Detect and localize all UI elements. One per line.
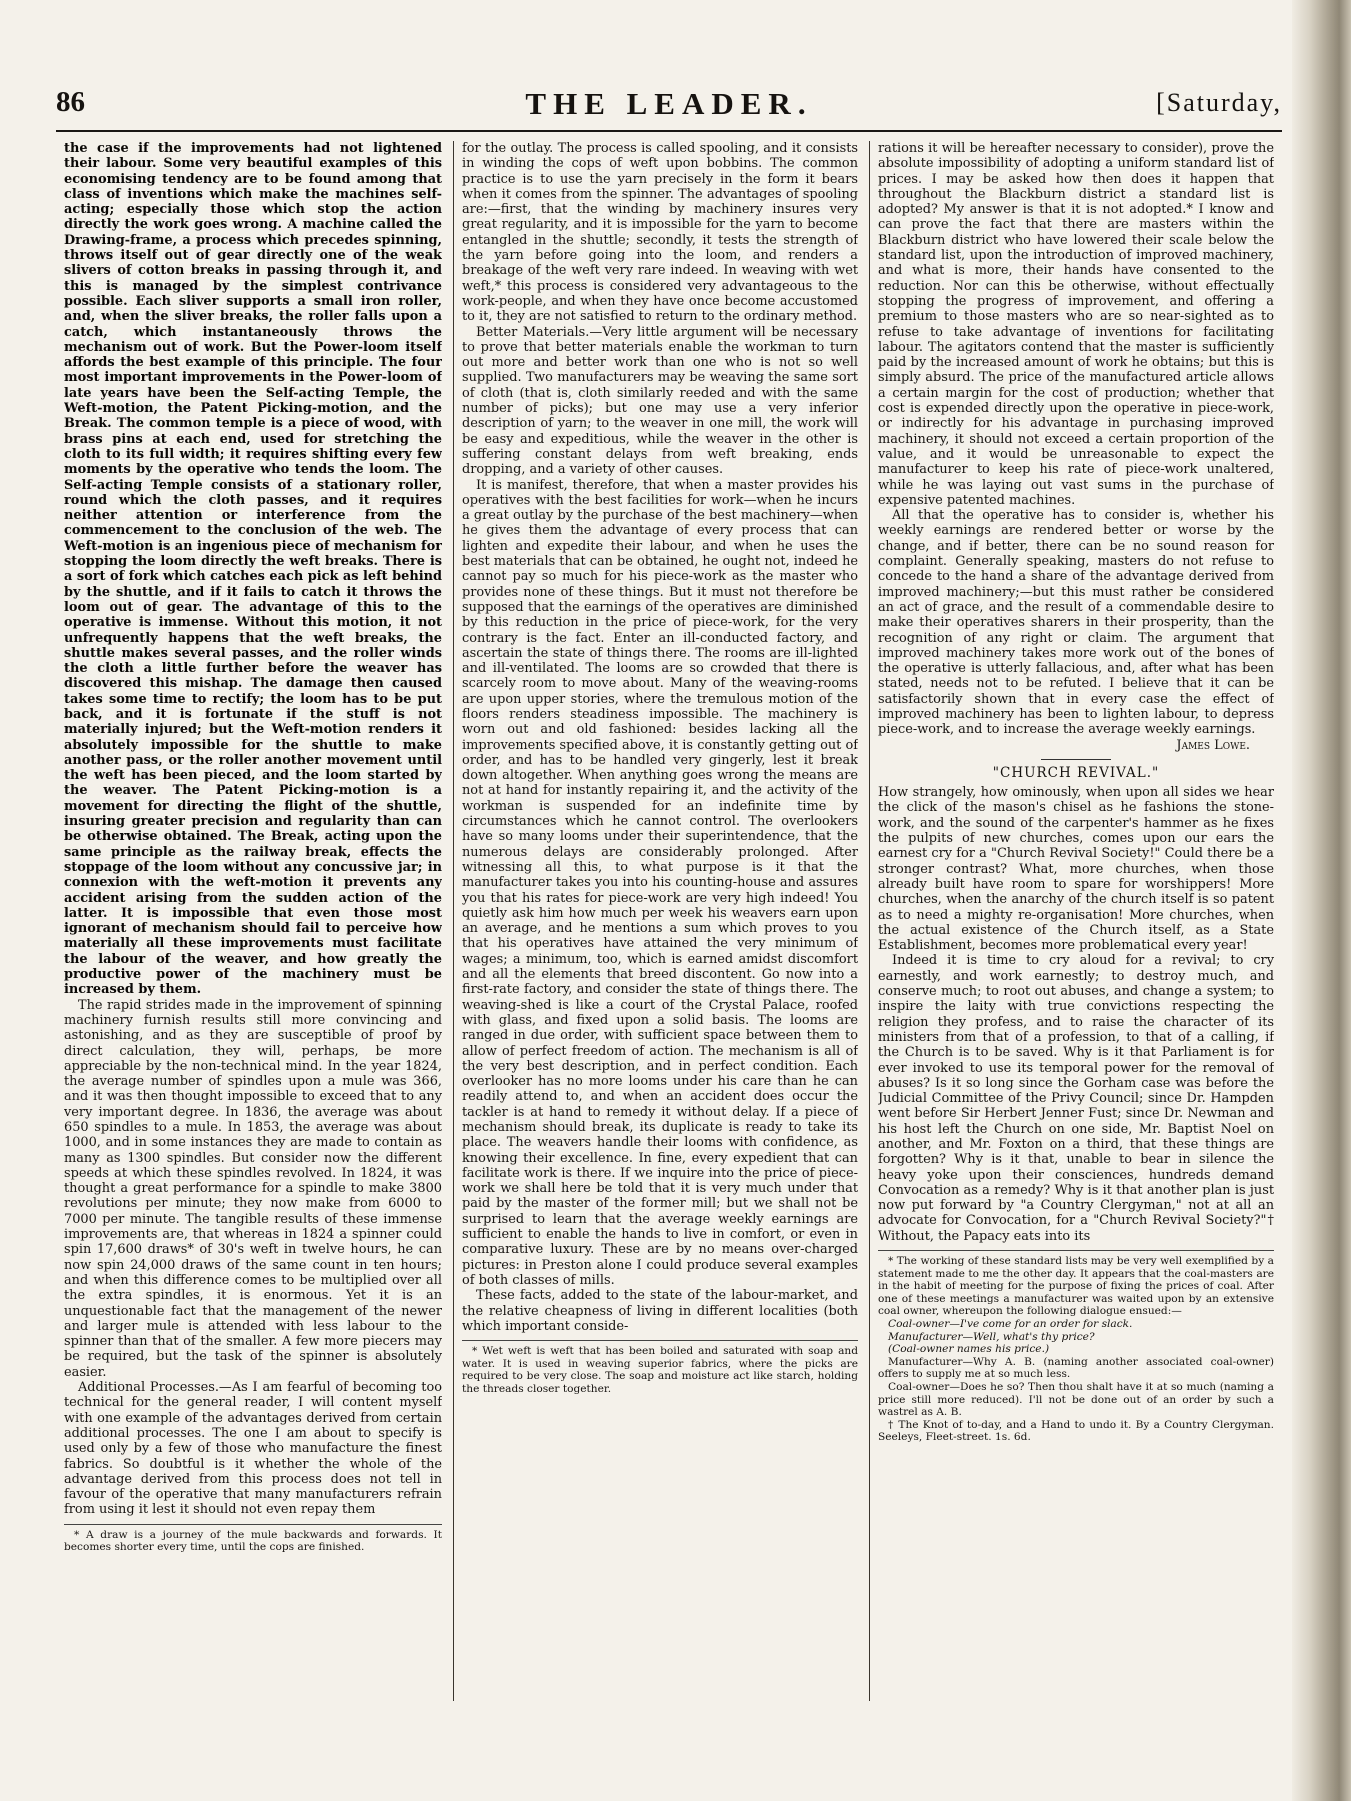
article-paragraph: Indeed it is time to cry aloud for a revival; to cry earnestly, and work earnestly; to destroy much, and conserve much; to root out abuses, and change a system; to inspire the laity with true convictions respecting the religion they profess, and to raise the character of its ministers from that of a profession, to that of a calling, if the Church is to be saved. Why is it that Parliament is for ever invoked to use its temporal power for the removal of abuses? Is it so long since the Gorham case was before the Judicial Committee of the Privy Council; since Dr. Hampden went before Sir Herbert Jenner Fust; since Dr. Newman and his host left the Church on one side, Mr. Baptist Noel on another, and Mr. Foxton on a third, that these things are forgotten? Why is it that, unable to bear in silence the heavy yoke upon their consciences, hundreds demand Convocation as a remedy? Why is it that another plan is just now put forward by "a Country Clergyman," not at all an advocate for Convocation, for a "Church Revival Society?"† Without, the Papacy eats into its	[878, 953, 1274, 1244]
article-paragraph: These facts, added to the state of the labour-market, and the relative cheapness of living in different localities (both which important conside-	[462, 1288, 858, 1334]
section-separator	[1041, 759, 1111, 760]
article-paragraph: How strangely, how ominously, when upon all sides we hear the click of the mason's chisel as he fashions the stone-work, and the sound of the carpenter's hammer as he fixes the pulpits of new churches, comes upon our ears the earnest cry for a "Church Revival Society!" Could there be a stronger contrast? What, more churches, when those already built have room to spare for worshippers! More churches, when the anarchy of the church itself is so patent as to need a mighty re-organisation! More churches, when the actual existence of the Church itself, as a State Establishment, becomes more problematical every year!	[878, 785, 1274, 954]
article-paragraph: All that the operative has to consider is, whether his weekly earnings are rendered better or worse by the change, and if better, there can be no sound reason for complaint. Generally speaking, masters do not refuse to concede to the hand a share of the advantage derived from improved machinery;—but this must rather be considered an act of grace, and the result of a commendable desire to make their operatives sharers in their prosperity, than the recognition of any right or claim. The argument that improved machinery takes more work out of the bones of the operative is utterly fallacious, and, after what has been stated, needs not to be refuted. I believe that it can be satisfactorily shown that in every case the effect of improved machinery has been to lighten labour, to depress piece-work, and to increase the average weekly earnings.	[878, 508, 1274, 738]
footnote-dialogue: (Coal-owner names his price.)	[888, 1343, 1050, 1356]
footnotes	[878, 1250, 1274, 1444]
column-2	[462, 141, 858, 1711]
author-signature: James Lowe.	[1176, 737, 1250, 753]
article-paragraph: Additional Processes.—As I am fearful of becoming too technical for the general reader, I will content myself with one example of the advantages derived from certain additional processes. The one I am about to specify is used only by a few of those who manufacture the finest fabrics. So doubtful is it whether the whole of the advantage derived from this process does not tell in favour of the operative that many manufacturers refrain from using it lest it should not even repay them	[64, 1380, 442, 1518]
column-3	[878, 141, 1274, 1711]
footnote-dialogue: Manufacturer—Well, what's thy price?	[888, 1330, 1095, 1343]
article-paragraph: for the outlay. The process is called spooling, and it consists in winding the cops of weft upon bobbins. The common practice is to use the yarn precisely in the form it bears when it comes from the spinner. The advantages of spooling are:—first, that the winding by machinery insures very great regularity, and it is impossible for the yarn to become entangled in the shuttle; secondly, it tests the strength of the yarn before going into the loom, and renders a breakage of the weft very rare indeed. In weaving with wet weft,* this process is considered very advantageous to the work-people, and when they have once become accustomed to it, they are not satisfied to return to the ordinary method.	[462, 141, 858, 325]
article-paragraph: Better Materials.—Very little argument will be necessary to prove that better materials enable the workman to turn out more and better work than one who is not so well supplied. Two manufacturers may be weaving the same sort of cloth (that is, cloth similarly reeded and with the same number of picks); but one may use a very inferior description of yarn; to the weaver in one mill, the work will be easy and expeditious, while the weaver in the other is suffering constant delays from weft breaking, ends dropping, and a variety of other causes.	[462, 324, 858, 478]
page-number: 86	[56, 86, 85, 118]
masthead-title: THE LEADER.	[525, 86, 813, 121]
footnote-dialogue: Coal-owner—I've come for an order for slack.	[888, 1318, 1133, 1331]
book-binding-edge	[1292, 0, 1351, 1801]
footnote-text: † The Knot of to-day, and a Hand to undo it. By a Country Clergyman. Seeleys, Fleet-street. 1s. 6d.	[878, 1418, 1274, 1444]
footnote-text: * A draw is a journey of the mule backwards and forwards. It becomes shorter every time, until the cops are finished.	[64, 1528, 442, 1554]
article-paragraph: The rapid strides made in the improvement of spinning machinery furnish results still more convincing and astonishing, and as they are susceptible of proof by direct calculation, they will, perhaps, be more appreciable by the non-technical mind. In the year 1824, the average number of spindles upon a mule was 366, and it was then thought impossible to exceed that to any very important degree. In 1836, the average was about 650 spindles to a mule. In 1853, the average was about 1000, and in some instances they are made to contain as many as 1300 spindles. But consider now the different speeds at which these spindles revolved. In 1824, it was thought a great performance for a spindle to make 3800 revolutions per minute; they now make from 6000 to 7000 per minute. The tangible results of these immense improvements are, that whereas in 1824 a spinner could spin 17,600 draws* of 30's weft in twelve hours, he can now spin 24,000 draws of the same count in ten hours; and when this difference comes to be multiplied over all the extra spindles, it is enormous. Yet it is an unquestionable fact that the management of the newer and larger mule is attended with less labour to the spinner than that of the smaller. A few more piecers may be required, but the task of the spinner is absolutely easier.	[64, 997, 442, 1380]
article-paragraph: It is manifest, therefore, that when a master provides his operatives with the best facilities for work—when he incurs a great outlay by the purchase of the best machinery—when he gives them the advantage of every process that can lighten and expedite their labour, and when he uses the best materials that can be obtained, he ought not, indeed he cannot pay so much for his piece-work as the master who provides none of these things. But it must not therefore be supposed that the earnings of the operatives are diminished by this reduction in the price of piece-work, for the very contrary is the fact. Enter an ill-conducted factory, and ascertain the state of things there. The rooms are ill-lighted and ill-ventilated. The looms are so crowded that there is scarcely room to move about. Many of the weaving-rooms are upon upper stories, where the tremulous motion of the floors renders steadiness impossible. The machinery is worn out and old fashioned: besides lacking all the improvements specified above, it is constantly getting out of order, and has to be handled very gingerly, lest it break down altogether. When anything goes wrong the means are not at hand for instantly repairing it, and the activity of the workman is suspended for an indefinite time by circumstances which he cannot control. The overlookers have so many looms under their superintendence, that the numerous delays are considerably prolonged. After witnessing all this, to what purpose is it that the manufacturer takes you into his counting-house and assures you that his rates for piece-work are very high indeed! You quietly ask him how much per week his weavers earn upon an average, and he mentions a sum which proves to you that his operatives have attained the very minimum of wages; a minimum, too, which is earned amidst discomfort and all the elements that breed discontent. Go now into a first-rate factory, and consider the state of things there. The weaving-shed is like a court of the Crystal Palace, roofed with glass, and fixed upon a solid basis. The looms are ranged in due order, with sufficient space between them to allow of perfect freedom of action. The mechanism is all of the very best description, and in perfect condition. Each overlooker has no more looms under his care than he can readily attend to, and when an accident does occur the tackler is at hand to remedy it without delay. If a piece of mechanism should break, its duplicate is ready to take its place. The weavers handle their looms with confidence, as knowing their excellence. In fine, every expedient that can facilitate work is there. If we inquire into the price of piece-work we shall here be told that it is very much under that paid by the master of the former mill; but we shall not be surprised to learn that the average weekly earnings are sufficient to enable the hands to live in comfort, or even in comparative luxury. These are by no means over-charged pictures: in Preston alone I could produce several examples of both classes of mills.	[462, 477, 858, 1288]
page-header	[56, 86, 1282, 128]
footnote	[64, 1524, 442, 1554]
article-heading: "CHURCH REVIVAL."	[992, 764, 1160, 781]
column-1	[64, 141, 442, 1711]
footnote	[462, 1340, 858, 1395]
footnote-dialogue: Coal-owner—Does he so? Then thou shalt have it at so much (naming a price still more reduced). I'll not be done out of an order by such a wastrel as A. B.	[878, 1381, 1274, 1419]
footnote-text: * The working of these standard lists may be very well exemplified by a statement made to me the other day. It appears that the coal-masters are in the habit of meeting for the purpose of fixing the prices of coal. After one of these meetings a manufacturer was waited upon by an extensive coal owner, whereupon the following dialogue ensued:—	[878, 1255, 1274, 1318]
issue-day: [Saturday,	[1156, 88, 1282, 117]
article-paragraph: the case if the improvements had not lightened their labour. Some very beautiful examples of this economising tendency are to be found among that class of inventions which make the machines self-acting; especially those which stop the action directly the work goes wrong. A machine called the Drawing-frame, a process which precedes spinning, throws itself out of gear directly one of the weak slivers of cotton breaks in passing through it, and this is managed by the simplest contrivance possible. Each sliver supports a small iron roller, and, when the sliver breaks, the roller falls upon a catch, which instantaneously throws the mechanism out of work. But the Power-loom itself affords the best example of this principle. The four most important improvements in the Power-loom of late years have been the Self-acting Temple, the Weft-motion, the Patent Picking-motion, and the Break. The common temple is a piece of wood, with brass pins at each end, used for stretching the cloth to its full width; it requires shifting every few moments by the operative who tends the loom. The Self-acting Temple consists of a stationary roller, round which the cloth passes, and it requires neither attention or interference from the commencement to the conclusion of the web. The Weft-motion is an ingenious piece of mechanism for stopping the loom directly the weft breaks. There is a sort of fork which catches each pick as left behind by the shuttle, and if it fails to catch it throws the loom out of gear. The advantage of this to the operative is immense. Without this motion, it not unfrequently happens that the weft breaks, the shuttle makes several passes, and the roller winds the cloth a little further before the weaver has discovered this mishap. The damage then caused takes some time to rectify; the loom has to be put back, and it is fortunate if the stuff is not materially injured; but the Weft-motion renders it absolutely impossible for the shuttle to make another pass, or the roller another movement until the weft has been pieced, and the loom started by the weaver. The Patent Picking-motion is a movement for directing the flight of the shuttle, insuring greater precision and regularity than can be otherwise obtained. The Break, acting upon the same principle as the railway break, effects the stoppage of the loom without any concussive jar; in connexion with the weft-motion it prevents any accident arising from the sudden action of the latter. It is impossible that even those most ignorant of mechanism should fail to perceive how materially all these improvements must facilitate the labour of the weaver, and how greatly the productive power of the machinery must be increased by them.	[64, 141, 442, 998]
footnote-text: * Wet weft is weft that has been boiled and saturated with soap and water. It is used in weaving superior fabrics, where the picks are required to be very close. The soap and moisture act like starch, holding the threads closer together.	[462, 1345, 858, 1395]
header-rule	[56, 130, 1282, 132]
footnote-dialogue: Manufacturer—Why A. B. (naming another associated coal-owner) offers to supply me at so much less.	[878, 1355, 1274, 1381]
article-columns	[64, 141, 1274, 1711]
article-paragraph: rations it will be hereafter necessary to consider), prove the absolute impossibility of adopting a uniform standard list of prices. I may be asked how then does it happen that throughout the Blackburn district a standard list is adopted? My answer is that it is not adopted.* I know and can prove the fact that there are masters within the Blackburn district who have lowered their scale below the standard list, upon the introduction of improved machinery, and what is more, their hands have consented to the reduction. Nor can this be otherwise, without effectually stopping the progress of improvement, and offering a premium to those masters who are so near-sighted as to refuse to take advantage of inventions for facilitating labour. The agitators contend that the master is sufficiently paid by the increased amount of work he obtains; but this is simply absurd. The price of the manufactured article allows a certain margin for the cost of production; whether that cost is expended directly upon the operative in piece-work, or indirectly for his advantage in purchasing improved machinery, it should not exceed a certain proportion of the value, and it would be unreasonable to expect the manufacturer to keep his rate of piece-work unaltered, while he was laying out vast sums in the purchase of expensive patented machines.	[878, 141, 1274, 508]
